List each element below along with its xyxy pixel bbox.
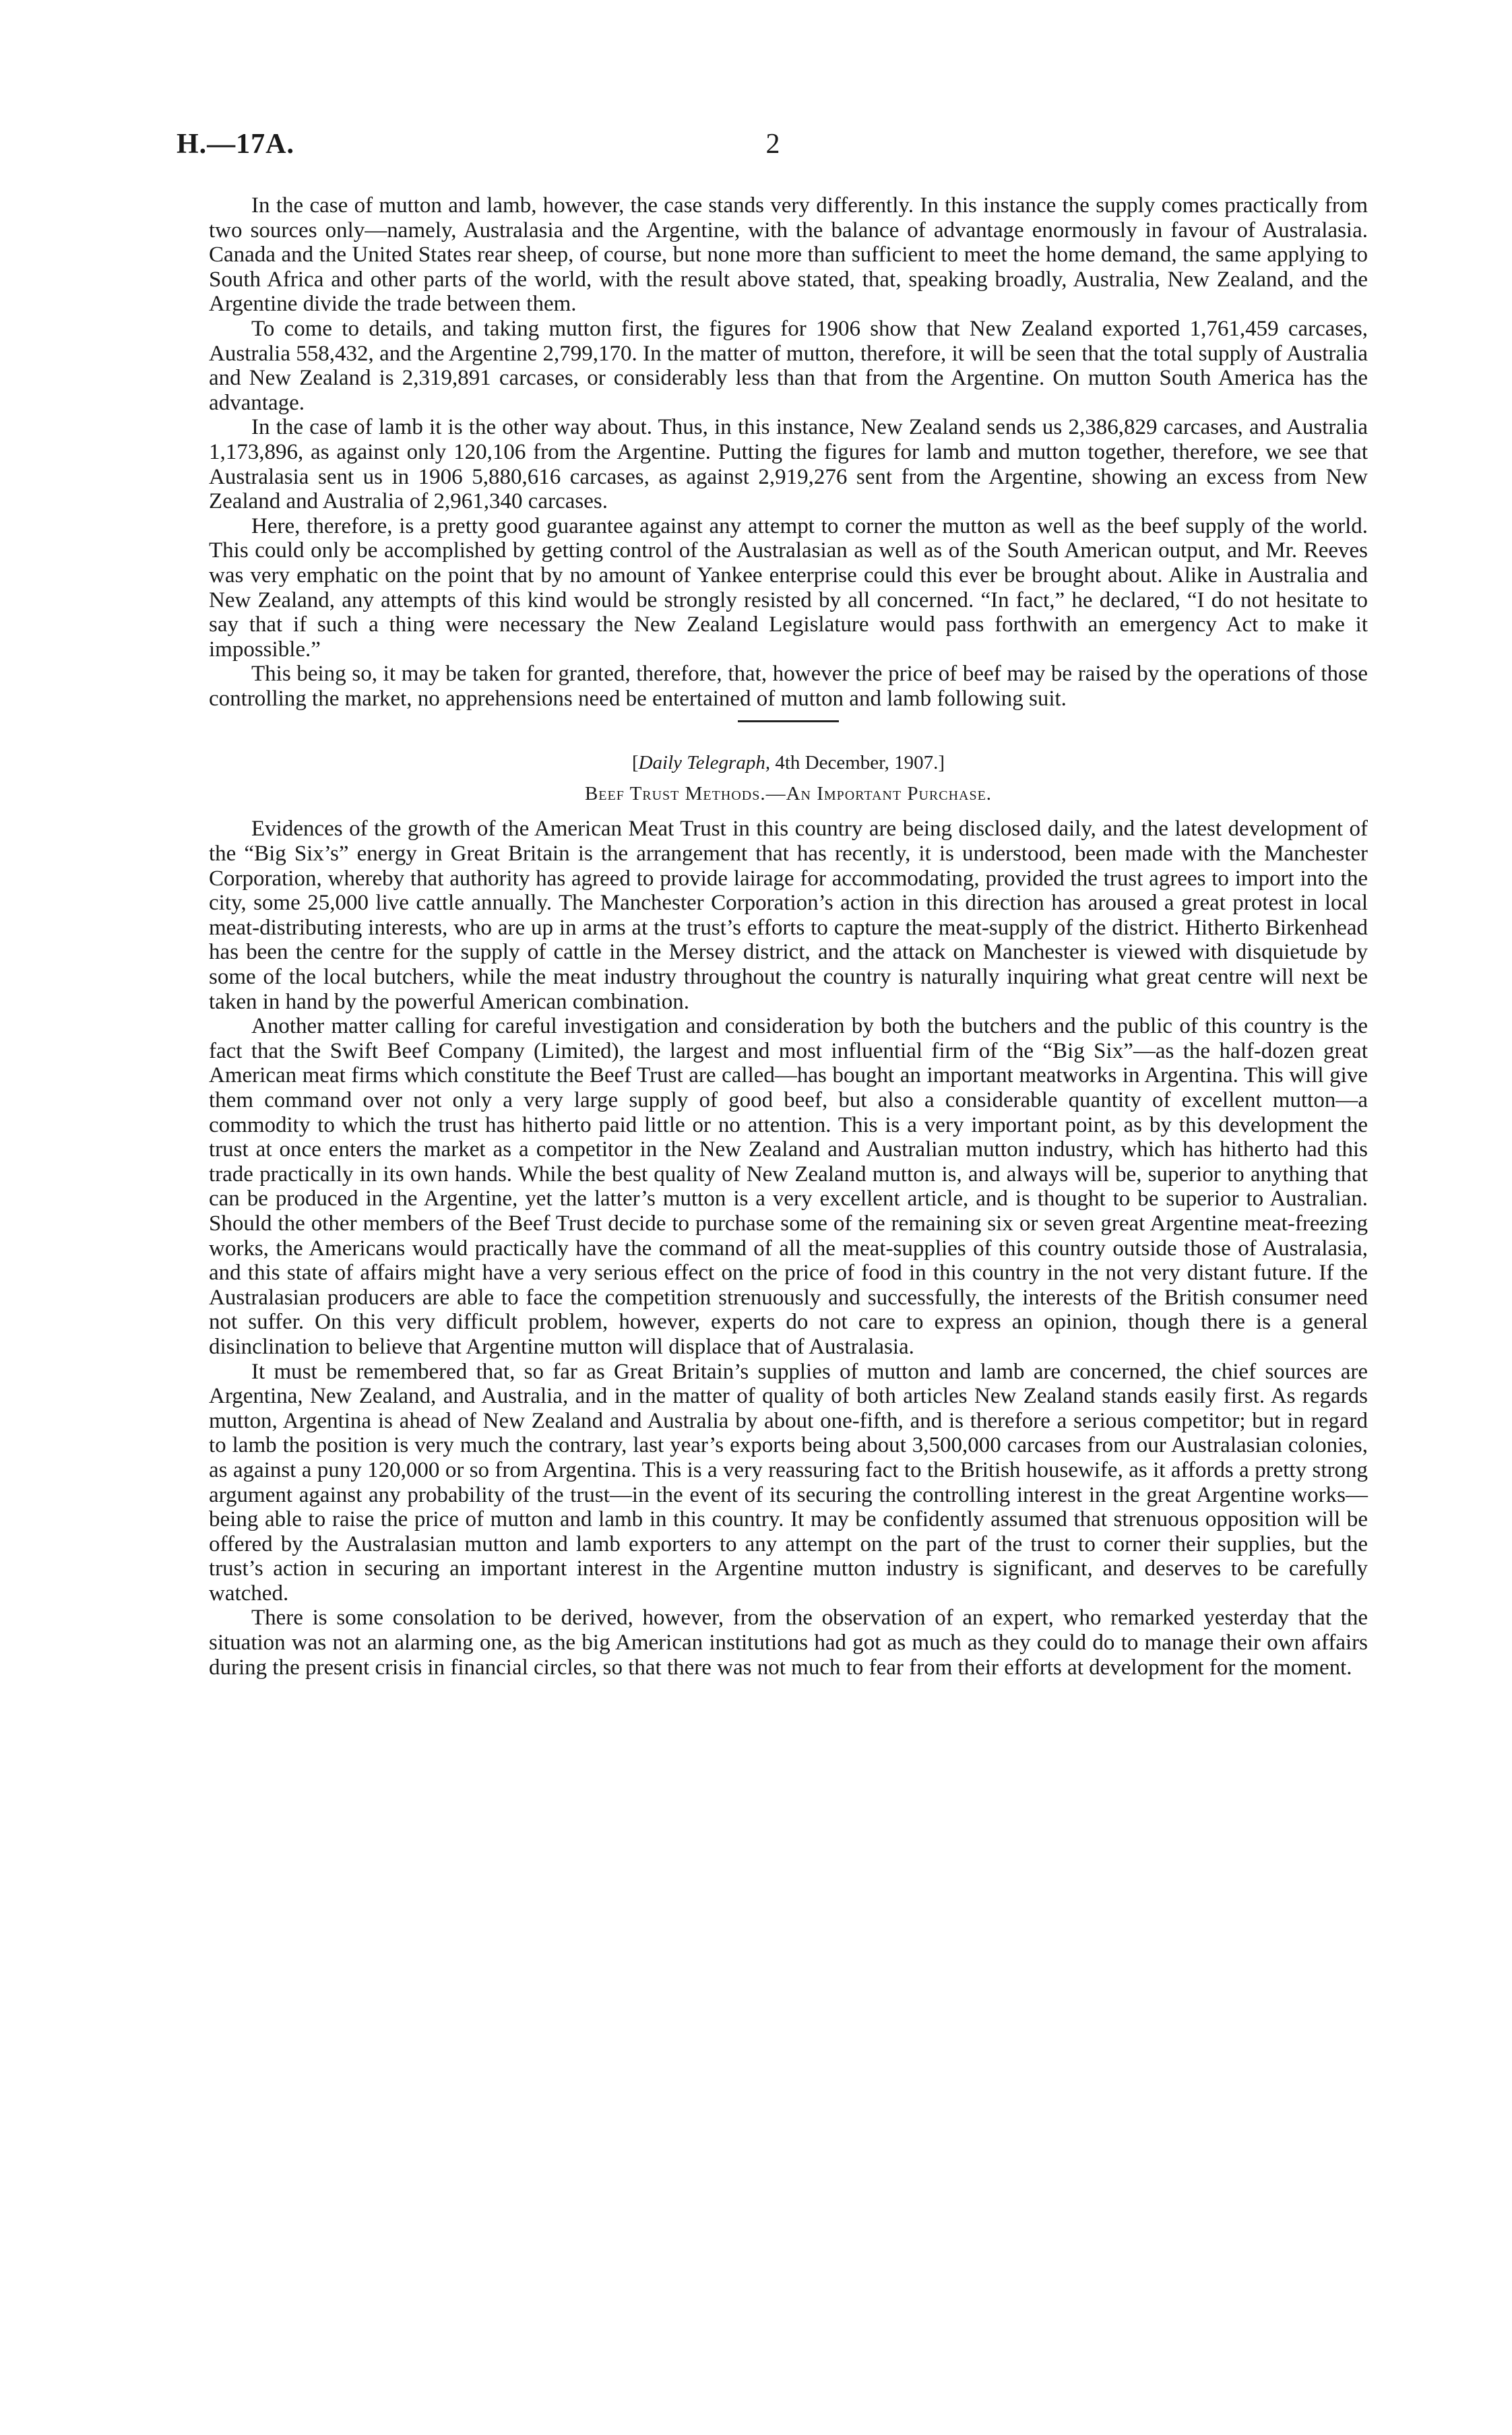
paragraph: To come to details, and taking mutton first, the figures for 1906 show that New Zealand exported 1,761,459 carcases, Australia 558,432, and the Argentine 2,799,170. In the matter of mutton, therefore, it will be seen that the total supply of Australia and New Zealand is 2,319,891 carcases, or considerably less than that from the Argentine. On mutton South America has the advantage. <box>209 316 1368 415</box>
page-number: 2 <box>765 129 780 160</box>
section-divider <box>738 720 839 722</box>
paragraph: In the case of lamb it is the other way about. Thus, in this instance, New Zealand sends us 2,386,829 carcases, and Australia 1,173,896, as against only 120,106 from the Argentine. Putting the figures for lamb and mutton together, therefore, we see that Australasia sent us in 1906 5,880,616 carcases, as against 2,919,276 sent from the Argentine, showing an excess from New Zealand and Australia of 2,961,340 carcases. <box>209 415 1368 514</box>
source-bracket: [ <box>631 752 639 774</box>
page-header <box>177 128 1369 168</box>
source-date: 4th December, 1907.] <box>770 752 945 774</box>
article-heading: Beef Trust Methods.—An Important Purchase. <box>584 783 993 805</box>
paragraph: Evidences of the growth of the American Meat Trust in this country are being disclosed daily, and the latest development of the “Big Six’s” energy in Great Britain is the arrangement that has recently, it is understood, been made with the Manchester Corporation, whereby that authority has agreed to provide lairage for accommodating, provided the trust agrees to import into the city, some 25,000 live cattle annually. The Manchester Corporation’s action in this direction has aroused a great protest in local meat-distributing interests, who are up in arms at the trust’s efforts to capture the meat-supply of the district. Hitherto Birkenhead has been the centre for the supply of cattle in the Mersey district, and the attack on Manchester is viewed with disquietude by some of the local butchers, while the meat industry throughout the country is naturally inquiring what great centre will next be taken in hand by the powerful American combination. <box>209 817 1368 1014</box>
section-mutton-lamb-supply <box>209 193 1368 711</box>
newspaper-name: Daily Telegraph, <box>638 752 771 774</box>
paragraph: It must be remembered that, so far as Great Britain’s supplies of mutton and lamb are concerned, the chief sources are Argentina, New Zealand, and Australia, and in the matter of quality of both articles New Zealand stands easily first. As regards mutton, Argentina is ahead of New Zealand and Australia by about one-fifth, and is therefore a serious competitor; but in regard to lamb the position is very much the contrary, last year’s exports being about 3,500,000 carcases from our Australasian colonies, as against a puny 120,000 or so from Argentina. This is a very reassuring fact to the British housewife, as it affords a pretty strong argument against any probability of the trust—in the event of its securing the controlling interest in the great Argentine works—being able to raise the price of mutton and lamb in this country. It may be confidently assumed that strenuous opposition will be offered by the Australasian mutton and lamb exporters to any attempt on the part of the trust to corner their supplies, but the trust’s action in securing an important interest in the Argentine mutton industry is significant, and deserves to be carefully watched. <box>209 1359 1368 1606</box>
document-reference: H.—17A. <box>177 129 294 160</box>
page-body <box>209 193 1368 1680</box>
paragraph: This being so, it may be taken for granted, therefore, that, however the price of beef may be raised by the operations of those controlling the market, no apprehensions need be entertained of mutton and lamb following suit. <box>209 662 1368 711</box>
article-beef-trust <box>209 749 1368 1680</box>
paragraph: Here, therefore, is a pretty good guarantee against any attempt to corner the mutton as well as the beef supply of the world. This could only be accomplished by getting control of the Australasian as well as of the South American output, and Mr. Reeves was very emphatic on the point that by no amount of Yankee enterprise could this ever be brought about. Alike in Australia and New Zealand, any attempts of this kind would be strongly resisted by all concerned. “In fact,” he declared, “I do not hesitate to say that if such a thing were necessary the New Zealand Legislature would pass forthwith an emergency Act to make it impossible.” <box>209 513 1368 662</box>
paragraph: Another matter calling for careful investigation and consideration by both the butchers and the public of this country is the fact that the Swift Beef Company (Limited), the largest and most influential firm of the “Big Six”—as the half-dozen great American meat firms which constitute the Beef Trust are called—has bought an important meatworks in Argentina. This will give them command over not only a very large supply of good beef, but also a considerable quantity of excellent mutton—a commodity to which the trust has hitherto paid little or no attention. This is a very important point, as by this development the trust at once enters the market as a competitor in the New Zealand and Australian mutton industry, which has hitherto had this trade practically in its own hands. While the best quality of New Zealand mutton is, and always will be, superior to anything that can be produced in the Argentine, yet the latter’s mutton is a very excellent article, and is thought to be superior to Australian. Should the other members of the Beef Trust decide to purchase some of the remaining six or seven great Argentine meat-freezing works, the Americans would practically have the command of all the meat-supplies of this country outside those of Australasia, and this state of affairs might have a very serious effect on the price of food in this country in the not very distant future. If the Australasian producers are able to face the competition strenuously and successfully, the interests of the British consumer need not suffer. On this very difficult problem, however, experts do not care to express an opinion, though there is a general disinclination to believe that Argentine mutton will displace that of Australasia. <box>209 1014 1368 1359</box>
article-source-line <box>209 749 1368 776</box>
paragraph: There is some consolation to be derived, however, from the observation of an expert, who remarked yesterday that the situation was not an alarming one, as the big American institutions had got as much as they could do to manage their own affairs during the present crisis in financial circles, so that there was not much to fear from their efforts at development for the moment. <box>209 1606 1368 1680</box>
paragraph: In the case of mutton and lamb, however, the case stands very differently. In this instance the supply comes practically from two sources only—namely, Australasia and the Argentine, with the balance of advantage enormously in favour of Australasia. Canada and the United States rear sheep, of course, but none more than sufficient to meet the home demand, the same applying to South Africa and other parts of the world, with the result above stated, that, speaking broadly, Australia, New Zealand, and the Argentine divide the trade between them. <box>209 193 1368 317</box>
